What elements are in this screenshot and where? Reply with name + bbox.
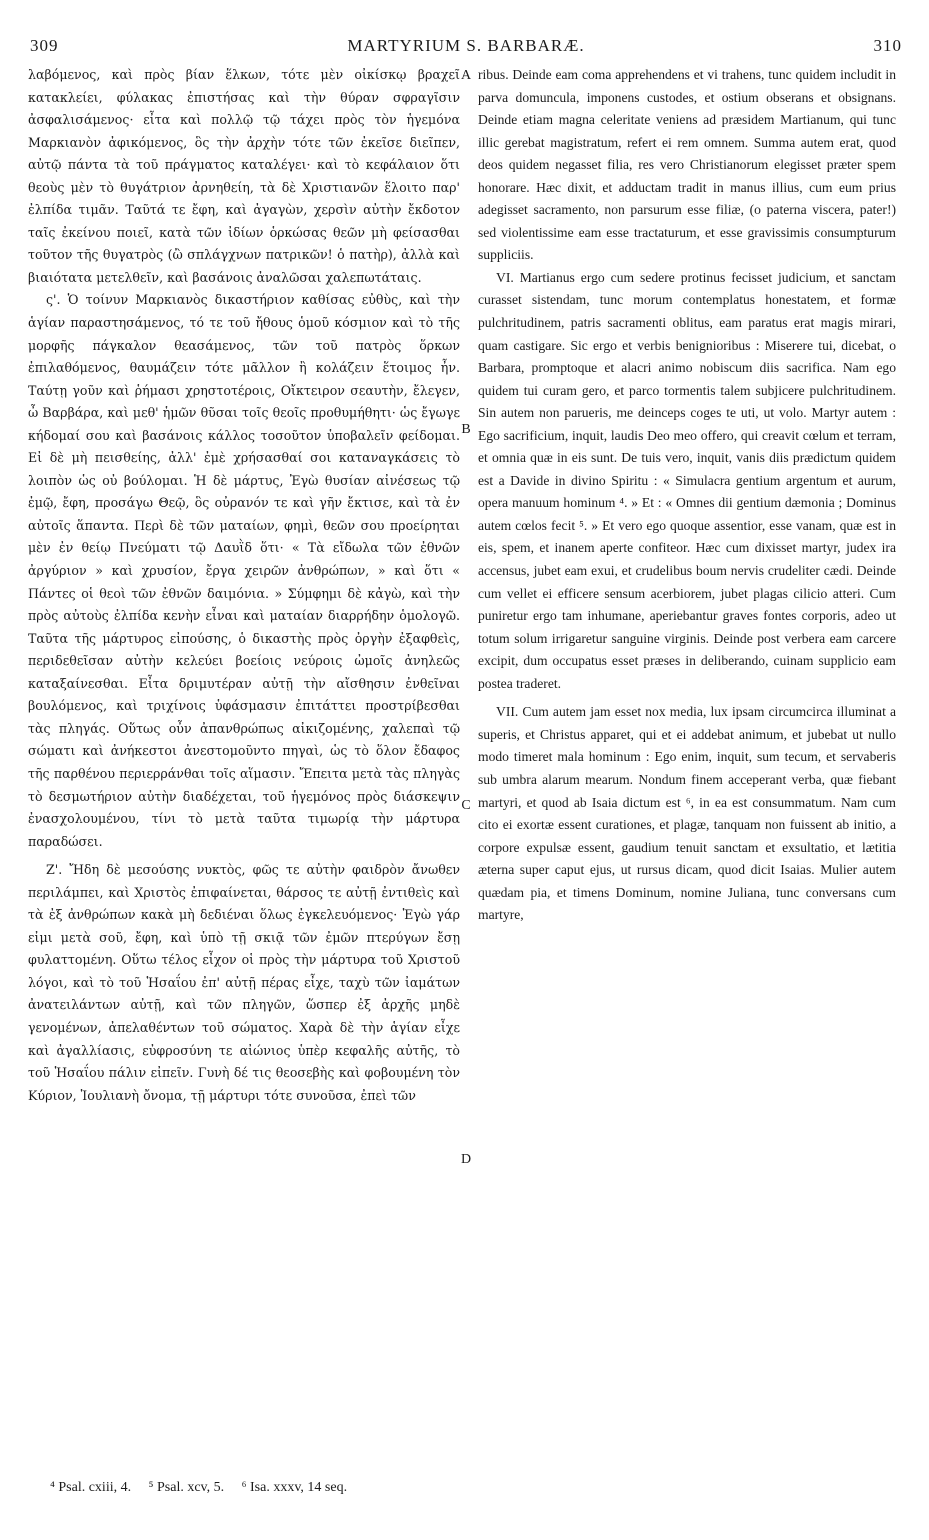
page-number-right: 310 [873,36,902,55]
footnote-4: ⁴ Psal. cxiii, 4. [50,1480,132,1495]
latin-column [478,64,896,1464]
page-title: MARTYRIUM S. BARBARÆ. [347,36,585,55]
footnote-5: ⁵ Psal. xcv, 5. [148,1480,225,1495]
margin-letter-a: A [460,68,472,83]
footnotes [50,1480,650,1496]
greek-paragraph-3: Ζ'. Ἤδη δὲ μεσούσης νυκτὸς, φῶς τε αὐτὴν φαιδρὸν ἄνωθεν περιλάμπει, καὶ Χριστὸς ἐπιφαίνεται, θάρσος τε αὐτῇ ἐντιθεὶς καὶ τὰ ἐξ ἀνθρώπων κακὰ μὴ δεδιέναι ὅλως ἐγκελευόμενος· Ἐγὼ γάρ εἰμι μετὰ σοῦ, ἔφη, καὶ ὑπὸ τῇ σκιᾷ τῶν ἐμῶν πτερύγων ἔσῃ φυλαττομένη. Οὕτω τέλος εἶχον οἱ πρὸς τὴν μάρτυρα τοῦ Χριστοῦ λόγοι, καὶ τὸ τοῦ Ἡσαΐου ἐπ' αὐτῇ πέρας εἶχε, ταχὺ τῶν ἰαμάτων ἀνατειλάντων αὐτῇ, καὶ τῶν πληγῶν, ὥσπερ ἐξ ἀρχῆς μηδὲ γενομένων, ἀπελαθέντων τοῦ σώματος. Χαρὰ δὲ τὴν ἁγίαν εἶχε καὶ ἀγαλλίασις, εὐφροσύνη τε αἰώνιος ὑπὲρ κεφαλῆς αὐτῆς, τὸ τοῦ Ἡσαΐου πάλιν εἰπεῖν. Γυνὴ δέ τις θεοσεβὴς καὶ φοβουμένη τὸν Κύριον, Ἰουλιανὴ ὄνομα, τῇ μάρτυρι τότε συνοῦσα, ἐπεὶ τῶν [28,862,460,1103]
latin-paragraph-1: ribus. Deinde eam coma apprehendens et vi trahens, tunc quidem includit in parva domuncula, imponens custodes, et ostium obserans et obsignans. Deinde etiam magna celeritate veniens ad præsidem Martianum, qui tunc illic gerebat magistratum, refert ei rem omnem. Summa autem erat, quod deos quidem negasset filia, res vero Christianorum elegisset præter spem honorare. Hæc dixit, et adductam tradit in manus illius, cum eum prius adegisset sacramento, non parsurum esse filiæ, (o paterna viscera, pater!) sed violentissime eam esse tractaturum, et esse gravissimis consumpturum suppliciis. [478,67,896,263]
page-number-left: 309 [30,36,59,55]
greek-column [28,64,460,1464]
margin-letter-d: D [460,1152,472,1167]
latin-paragraph-2: VI. Martianus ergo cum sedere protinus fecisset judicium, et sanctam curasset sistendam, tunc morum contemplatus honestatem, et formæ pulchritudinem, patris sacramenti oblitus, eam paratus erat magis mirari, quam castigare. Sic ergo et verbis benignioribus : Miserere tui, dicebat, o Barbara, promptoque et alacri animo nobiscum diis sacrifica. Nam ego quidem tui curam gero, et parco tormentis talem subjicere pulchritudinem. Sin autem non parueris, me deinceps coges te uti, ut volo. Martyr autem : Ego sacrificium, inquit, laudis Deo meo offero, qui creavit cœlum et terram, et omnia quæ in eis sunt. De tuis vero, inquit, vanis diis prædictum quidem est a Davide in divino Spiritu : « Simulacra gentium argentum et aurum, opera manuum hominum ⁴. » Et : « Omnes dii gentium dæmonia ; Dominus autem cœlos fecit ⁵. » Et vero ego quoque assentior, esse vanam, quæ est in eis, spem, et inanem aperte confiteor. Hæc cum dixisset martyr, judex ira accensus, jubet eam exui, et crudelibus boum nervis crudeliter cædi. Deinde cum vellet ei efficere sensum acerbiorem, jubet plagas cilicio atteri. Cum puniretur ergo tam inhumane, aperiebantur graves fontes corporis, adeo ut totum solum irrigaretur sanguine virginis. Deinde post verbera eam carcere excipit, dum occupatus esset præses in deliberando, cuinam supplicio eam postea traderet. [478,269,896,691]
latin-paragraph-3: VII. Cum autem jam esset nox media, lux ipsam circumcirca illuminat a superis, et Christus apparet, qui et ei addebat animum, et jubebat ut nullo modo timeret mala hominum : Ego enim, inquit, sum tecum, et servaberis sub umbra alarum mearum. Nondum finem acceperant verba, quæ fiebant martyri, et quod ab Isaia dictum est ⁶, in ea est consummatum. Nam cum cito ei exortæ essent curationes, et plagæ, tanquam non fuissent ab initio, a corpore expulsæ essent, gaudium tenuit sanctam et exsultatio, et lætitia æterna super caput ejus, ut rursus dicam, quod dicit Isaias. Mulier autem quædam pia, et timens Dominum, nomine Juliana, tunc conversans cum martyre, [478,704,896,923]
footnote-6: ⁶ Isa. xxxv, 14 seq. [241,1480,348,1495]
margin-letter-c: C [461,798,471,813]
greek-paragraph-1: λαβόμενος, καὶ πρὸς βίαν ἕλκων, τότε μὲν οἰκίσκῳ βραχεῖ κατακλείει, φύλακας ἐπιστήσας καὶ τὴν θύραν σφραγῖσιν ἀσφαλισάμενος· εἶτα καὶ πολλῷ τῷ τάχει πρὸς τὸν ἡγεμόνα Μαρκιανὸν ἀφικόμενος, ὃς τὴν ἀρχὴν τότε τῶν ἐκεῖσε διεῖπεν, αὐτῷ πάντα τὰ τοῦ πράγματος καταλέγει· καὶ τὸ κεφάλαιον ὅτι θεοὺς μὲν τὸ θυγάτριον ἀρνηθείη, τὰ δὲ Χριστιανῶν ἕλοιτο παρ' ἐλπίδα τιμᾶν. Ταῦτά τε ἔφη, καὶ ἀγαγὼν, χερσὶν αὐτὴν ἔκδοτον ταῖς ἐκείνου ποιεῖ, κατὰ τῶν ἰδίων ὁρκώσας θεῶν μὴ φείσασθαι τοῦτον τῆς θυγατρὸς (ὢ σπλάγχνων πατρικῶν! ὁ πατὴρ), ἀλλὰ καὶ βιαιότατα μετελθεῖν, καὶ βασάνοις ἀναλῶσαι χαλεπωτάταις. [28,67,460,285]
running-head [30,32,902,62]
margin-letter-b: B [461,422,471,437]
greek-paragraph-2: ς'. Ὁ τοίνυν Μαρκιανὸς δικαστήριον καθίσας εὐθὺς, καὶ τὴν ἁγίαν παραστησάμενος, τό τε τοῦ ἤθους ὁμοῦ κόσμιον καὶ τὸ τῆς μορφῆς πάγκαλον θεασάμενος, τῶν τοῦ πατρὸς ὅρκων ἐπιλαθόμενος, θαυμάζειν τότε μᾶλλον ἢ κολάζειν ἕτοιμος ἦν. Ταύτῃ γοῦν καὶ ῥήμασι χρηστοτέροις, Οἴκτειρον σεαυτὴν, ἔλεγεν, ὦ Βαρβάρα, καὶ μεθ' ἡμῶν θῦσαι τοῖς θεοῖς προθυμήθητι· ὡς ἔγωγε κήδομαί σου καὶ βασάνοις κάλλος τοσοῦτον ὑποβαλεῖν φείδομαι. Εἰ δὲ μὴ πεισθείης, ἀλλ' ἐμὲ χρήσασθαί σοι καταναγκάσεις τὸ λοιπὸν ὡς οὐ βούλομαι. Ἡ δὲ μάρτυς, Ἐγὼ θυσίαν αἰνέσεως τῷ ἐμῷ, ἔφη, προσάγω Θεῷ, ὃς οὐρανόν τε καὶ γῆν ἔκτισε, καὶ τὰ ἐν αὐτοῖς ἅπαντα. Περὶ δὲ τῶν ματαίων, φημὶ, θεῶν σου προείρηται μὲν ἐν θείῳ Πνεύματι τῷ Δαυῒδ ὅτι· « Τὰ εἴδωλα τῶν ἐθνῶν ἀργύριον » καὶ χρυσίον, ἔργα χειρῶν ἀνθρώπων, » καὶ ὅτι « Πάντες οἱ θεοὶ τῶν ἐθνῶν δαιμόνια. » Σύμφημι δὲ κἀγὼ, καὶ τὴν πρὸς αὐτοὺς ἐλπίδα κενὴν εἶναι καὶ ματαίαν διαρρήδην ὁμολογῶ. Ταῦτα τῆς μάρτυρος εἰπούσης, ὁ δικαστὴς πρὸς ὀργὴν ἐξαφθεὶς, περιδεθεῖσαν αὐτὴν κελεύει βοείοις νεύροις ὠμοῖς ἀνηλεῶς καταξαίνεσθαι. Εἶτα δριμυτέραν αὐτῇ τὴν αἴσθησιν ἐνθεῖναι βουλόμενος, καὶ τριχίνοις ὑφάσμασιν ἐπιτάττει προστρίβεσθαι τὰς πληγάς. Οὕτως οὖν ἀπανθρώπως αἰκιζομένης, χαλεπαὶ τῷ σώματι καὶ ἀνήκεστοι ἀνεστομοῦντο πηγαὶ, ὡς τὸ ὅλον ἔδαφος τῆς παρθένου περιερράνθαι τοῖς αἵμασιν. Ἔπειτα μετὰ τὰς πληγὰς τὸ δεσμωτήριον αὐτὴν διαδέχεται, τοῦ ἡγεμόνος πρὸς διάσκεψιν ἐνασχολουμένου, τίνι τὸ μετὰ ταῦτα τιμωρίᾳ τὴν μάρτυρα παραδώσει. [28,292,460,849]
